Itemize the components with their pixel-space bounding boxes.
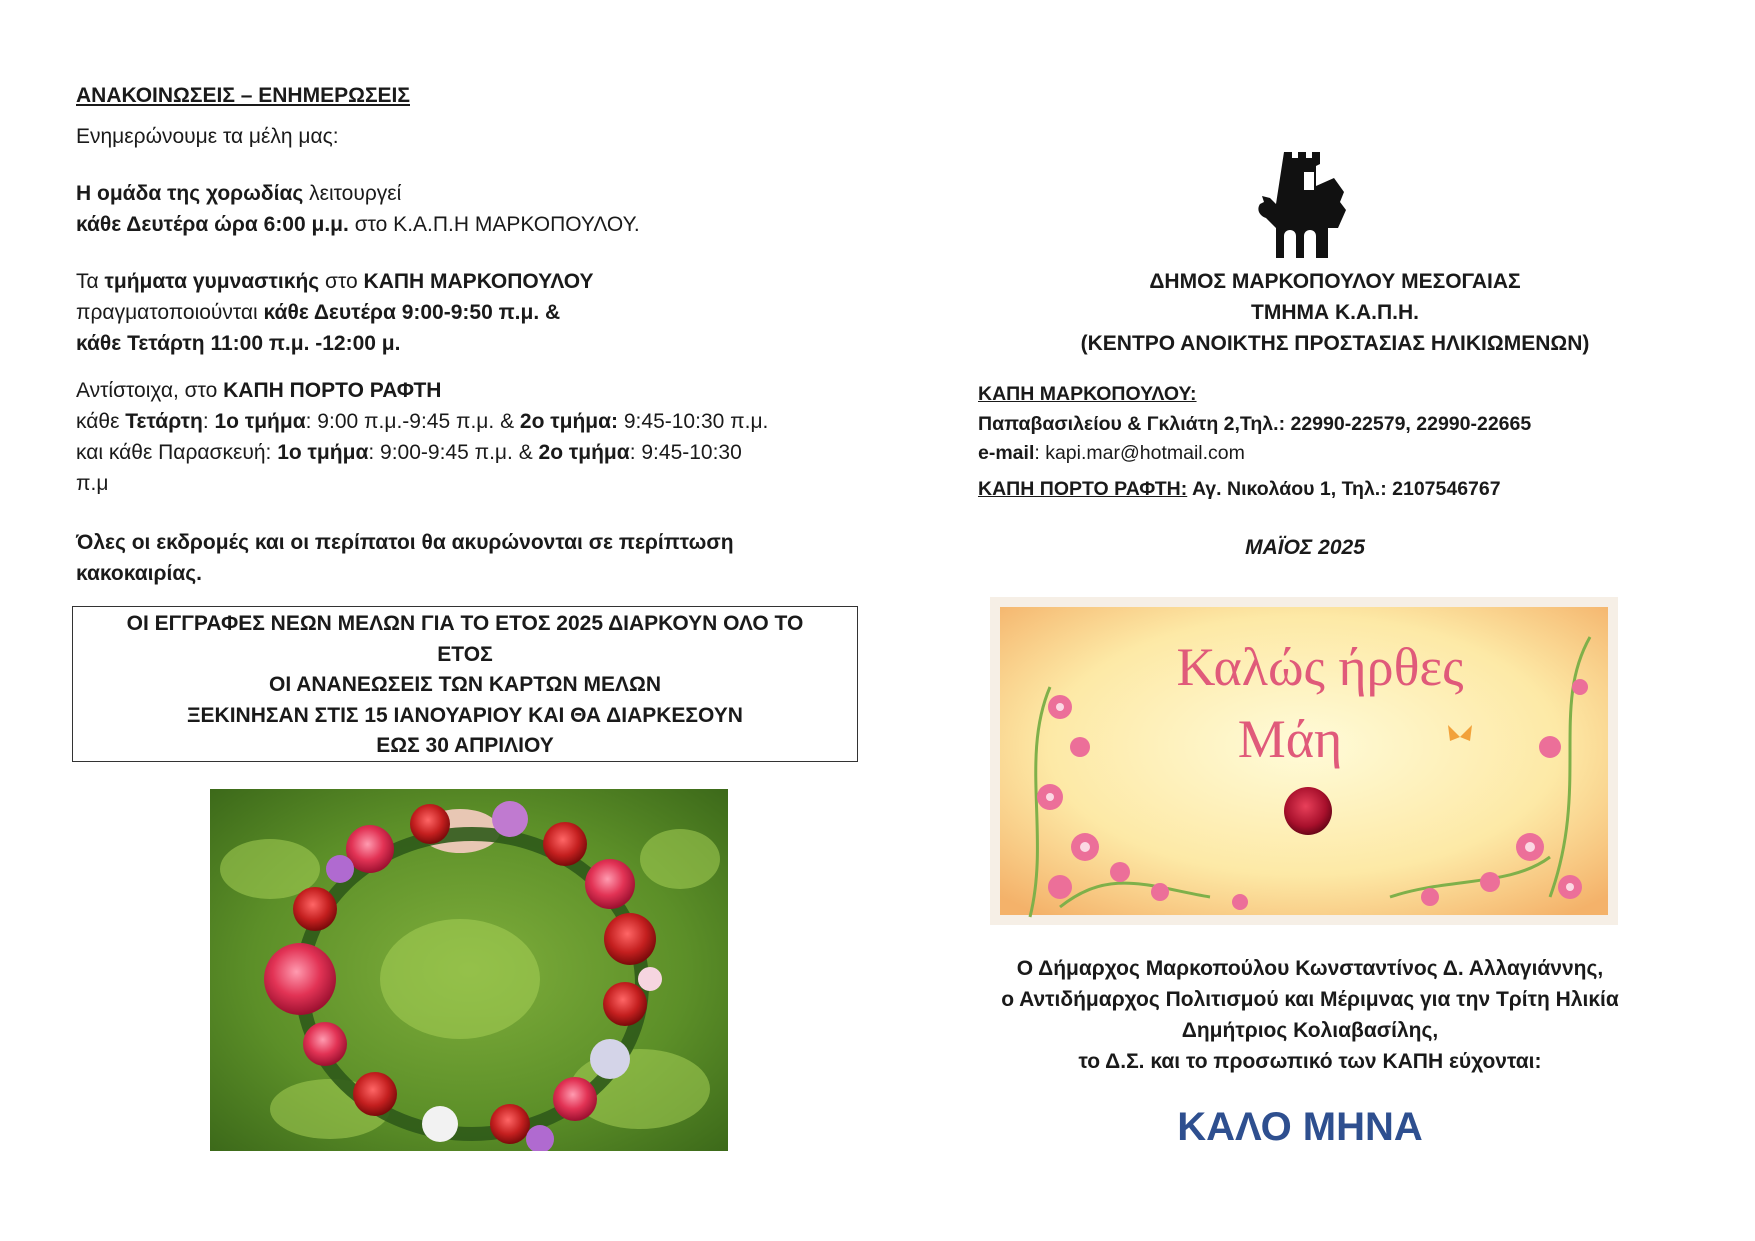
box-line-3: ΟΙ ΑΝΑΝΕΩΣΕΙΣ ΤΩΝ ΚΑΡΤΩΝ ΜΕΛΩΝ bbox=[268, 673, 662, 696]
org-line-2: ΤΜΗΜΑ Κ.Α.Π.Η. bbox=[1251, 301, 1419, 324]
gym-p-text-1: Αντίστοιχα, στο bbox=[76, 379, 224, 402]
gym-p-bold-1: ΚΑΠΗ ΠΟΡΤΟ ΡΑΦΤΗ bbox=[223, 379, 442, 402]
excursions-notice: Όλες οι εκδρομές και οι περίπατοι θα ακυρώνονται σε περίπτωση κακοκαιρίας. bbox=[76, 531, 734, 585]
registration-notice-box bbox=[72, 606, 858, 762]
porto-line bbox=[978, 475, 1718, 505]
gym-p-l3-text-1: και κάθε Παρασκευή: bbox=[76, 441, 278, 464]
gym-p-l3-bold-1: 1ο τμήμα bbox=[277, 441, 369, 464]
wishes-line-3: Δημήτριος Κολιαβασίλης, bbox=[1181, 1019, 1439, 1042]
gym-m-text-3: πραγματοποιούνται bbox=[76, 301, 264, 324]
box-line-5: ΕΩΣ 30 ΑΠΡΙΛΙΟΥ bbox=[376, 734, 554, 757]
gym-p-l3-text-3: : 9:45-10:30 bbox=[629, 441, 742, 464]
organization-header bbox=[975, 266, 1695, 359]
month-title: ΜΑΪΟΣ 2025 bbox=[1245, 536, 1365, 559]
wishes-line-2: ο Αντιδήμαρχος Πολιτισμού και Μέριμνας για την Τρίτη Ηλικία bbox=[1001, 988, 1619, 1011]
gym-m-text-2: στο bbox=[319, 270, 364, 293]
mayor-wishes bbox=[900, 953, 1720, 1077]
flower-wreath-photo bbox=[210, 789, 728, 1151]
announcements-column bbox=[76, 80, 856, 589]
box-line-2: ΕΤΟΣ bbox=[437, 642, 493, 666]
gym-p-l2-text-4: 9:45-10:30 π.μ. bbox=[618, 410, 769, 433]
gym-p-l2-bold-2: 1ο τμήμα bbox=[214, 410, 306, 433]
gym-p-l2-text-2: : bbox=[202, 410, 215, 433]
gym-m-bold-2: ΚΑΠΗ ΜΑΡΚΟΠΟΥΛΟΥ bbox=[363, 270, 594, 293]
tower-logo-icon bbox=[1246, 148, 1366, 260]
gym-markopoulo-paragraph bbox=[76, 266, 856, 359]
org-line-3: (ΚΕΝΤΡΟ ΑΝΟΙΚΤΗΣ ΠΡΟΣΤΑΣΙΑΣ ΗΛΙΚΙΩΜΕΝΩΝ) bbox=[1080, 332, 1590, 355]
announcements-heading: ΑΝΑΚΟΙΝΩΣΕΙΣ – ΕΝΗΜΕΡΩΣΕΙΣ bbox=[76, 84, 410, 107]
choir-text-2: στο Κ.Α.Π.Η ΜΑΡΚΟΠΟΥΛΟΥ. bbox=[348, 213, 640, 236]
gym-p-l2-text-1: κάθε bbox=[76, 410, 126, 433]
card-text-line-1: Καλώς ήρθες bbox=[1176, 637, 1464, 697]
choir-paragraph bbox=[76, 178, 856, 240]
choir-bold-2: κάθε Δευτέρα ώρα 6:00 μ.μ. bbox=[76, 213, 349, 236]
porto-label: ΚΑΠΗ ΠΟΡΤΟ ΡΑΦΤΗ: bbox=[978, 477, 1188, 500]
choir-text-1: λειτουργεί bbox=[303, 182, 402, 205]
gym-p-l4-text: π.μ bbox=[76, 472, 109, 495]
contact-info bbox=[978, 380, 1718, 504]
gym-m-bold-4: κάθε Τετάρτη 11:00 π.μ. -12:00 μ. bbox=[76, 332, 401, 355]
porto-address: Αγ. Νικολάου 1, Τηλ.: 2107546767 bbox=[1187, 477, 1501, 500]
email-label: e-mail bbox=[978, 442, 1035, 464]
gym-p-l2-bold-3: 2ο τμήμα: bbox=[519, 410, 619, 433]
markopoulo-label: ΚΑΠΗ ΜΑΡΚΟΠΟΥΛΟΥ: bbox=[978, 383, 1197, 405]
email-line bbox=[978, 439, 1718, 469]
gym-porto-paragraph bbox=[76, 375, 856, 499]
wishes-line-4: το Δ.Σ. και το προσωπικό των ΚΑΠΗ εύχονται: bbox=[1078, 1050, 1542, 1073]
intro-text: Ενημερώνουμε τα μέλη μας: bbox=[76, 125, 339, 148]
gym-p-l3-bold-2: 2ο τμήμα bbox=[538, 441, 630, 464]
email-value: : kapi.mar@hotmail.com bbox=[1034, 442, 1245, 464]
box-line-4: ΞΕΚΙΝΗΣΑΝ ΣΤΙΣ 15 ΙΑΝΟΥΑΡΙΟΥ ΚΑΙ ΘΑ ΔΙΑΡΚΕΣΟΥΝ bbox=[187, 703, 743, 727]
gym-m-bold-1: τμήματα γυμναστικής bbox=[104, 270, 320, 293]
gym-p-l3-text-2: : 9:00-9:45 π.μ. & bbox=[368, 441, 539, 464]
wishes-line-1: Ο Δήμαρχος Μαρκοπούλου Κωνσταντίνος Δ. Αλλαγιάννης, bbox=[1016, 957, 1604, 980]
gym-m-bold-3: κάθε Δευτέρα 9:00-9:50 π.μ. & bbox=[263, 301, 561, 324]
card-text-line-2: Μάη bbox=[1237, 709, 1343, 769]
markopoulo-address: Παπαβασιλείου & Γκλιάτη 2,Τηλ.: 22990-22579, 22990-22665 bbox=[978, 412, 1532, 435]
box-line-1: ΟΙ ΕΓΓΡΑΦΕΣ ΝΕΩΝ ΜΕΛΩΝ ΓΙΑ ΤΟ ΕΤΟΣ 2025 ΔΙΑΡΚΟΥΝ ΟΛΟ ΤΟ bbox=[126, 612, 804, 635]
gym-m-text-1: Τα bbox=[76, 270, 105, 293]
closing-greeting: ΚΑΛΟ ΜΗΝΑ bbox=[1177, 1105, 1423, 1149]
gym-p-l2-bold-1: Τετάρτη bbox=[125, 410, 203, 433]
org-line-1: ΔΗΜΟΣ ΜΑΡΚΟΠΟΥΛΟΥ ΜΕΣΟΓΑΙΑΣ bbox=[1149, 270, 1521, 293]
welcome-may-card bbox=[990, 597, 1618, 925]
gym-p-l2-text-3: : 9:00 π.μ.-9:45 π.μ. & bbox=[305, 410, 520, 433]
choir-bold-1: Η ομάδα της χορωδίας bbox=[76, 182, 304, 205]
